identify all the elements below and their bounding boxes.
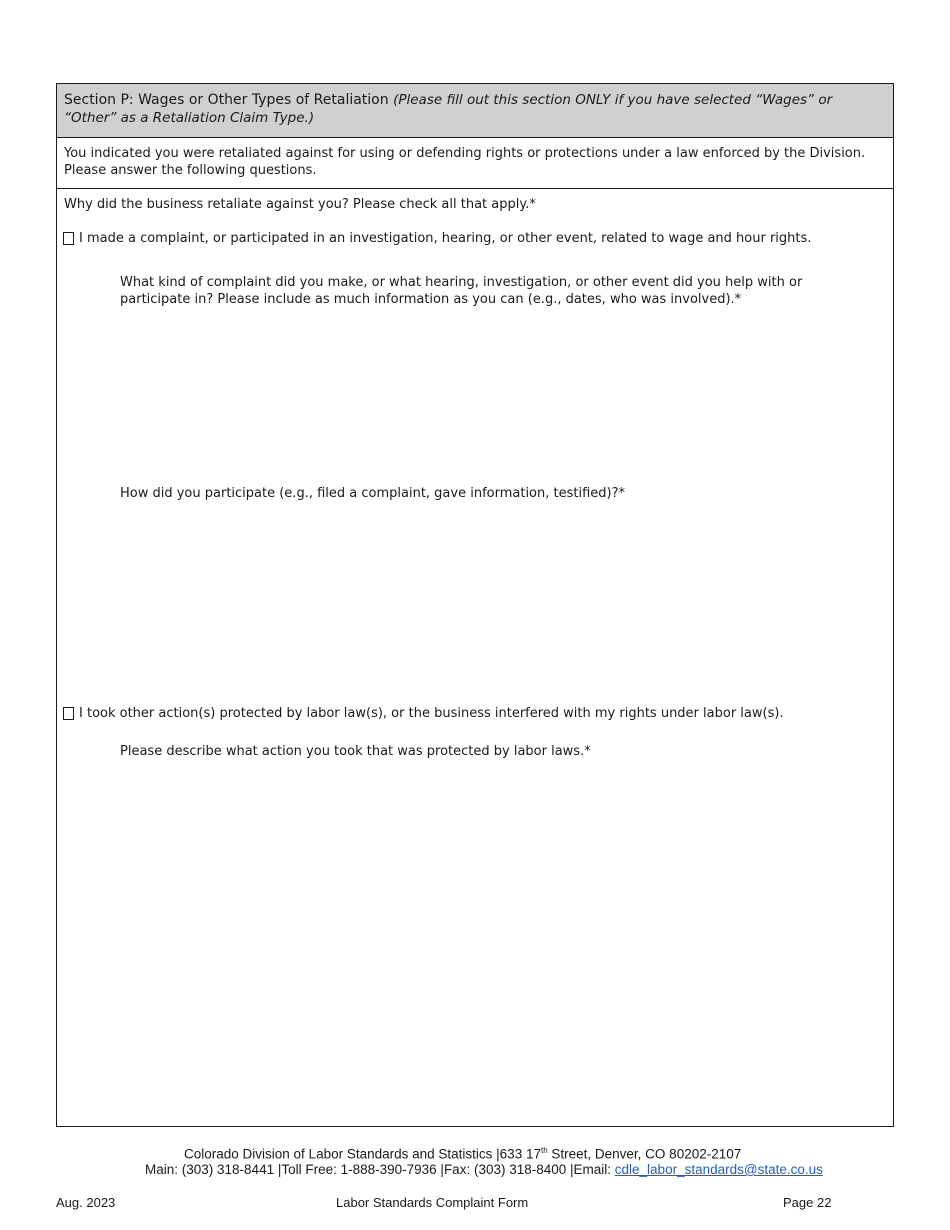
section-title: Section P: Wages or Other Types of Retaliation: [64, 92, 389, 108]
footer-page-number: Page 22: [783, 1195, 832, 1210]
question-why: Why did the business retaliate against you? Please check all that apply.*: [64, 197, 536, 212]
retaliation-form-section: [56, 83, 894, 1127]
complaint-question: What kind of complaint did you make, or what hearing, investigation, or other event did you help with or participate in? Please include as much information as you can (e.g., dates, who was involved).*: [120, 275, 803, 307]
footer-contact: Main: (303) 318-8441 |Toll Free: 1-888-390-7936 |Fax: (303) 318-8400 |Email: cdle_labor_standards@state.co.us: [145, 1162, 823, 1177]
section-note: (Please fill out this section ONLY if you have selected “Wages” or “Other” as a Retaliation Claim Type.): [64, 92, 833, 126]
complaint-checkbox[interactable]: [63, 232, 74, 245]
section-intro: [57, 137, 893, 189]
email-link[interactable]: cdle_labor_standards@state.co.us: [614, 1162, 823, 1177]
section-body: [57, 188, 893, 1126]
footer-address: Colorado Division of Labor Standards and Statistics |633 17th Street, Denver, CO 80202-2107: [184, 1146, 742, 1162]
participation-question: How did you participate (e.g., filed a complaint, gave information, testified)?*: [120, 486, 626, 501]
complaint-option-label: I made a complaint, or participated in an investigation, hearing, or other event, related to wage and hour rights.: [79, 231, 812, 246]
footer-date: Aug. 2023: [56, 1195, 116, 1210]
other-action-option-label: I took other action(s) protected by labor law(s), or the business interfered with my rights under labor law(s).: [79, 706, 784, 721]
other-action-question: Please describe what action you took that was protected by labor laws.*: [120, 744, 591, 759]
footer-form-name: Labor Standards Complaint Form: [336, 1195, 529, 1210]
other-action-answer-field[interactable]: [119, 766, 863, 1116]
participation-answer-field[interactable]: [119, 506, 863, 696]
intro-text: You indicated you were retaliated against for using or defending rights or protections under a law enforced by the Division. Please answer the following questions.: [64, 146, 866, 178]
complaint-answer-field[interactable]: [119, 312, 863, 477]
other-action-checkbox[interactable]: [63, 707, 74, 720]
section-header: [57, 84, 893, 138]
